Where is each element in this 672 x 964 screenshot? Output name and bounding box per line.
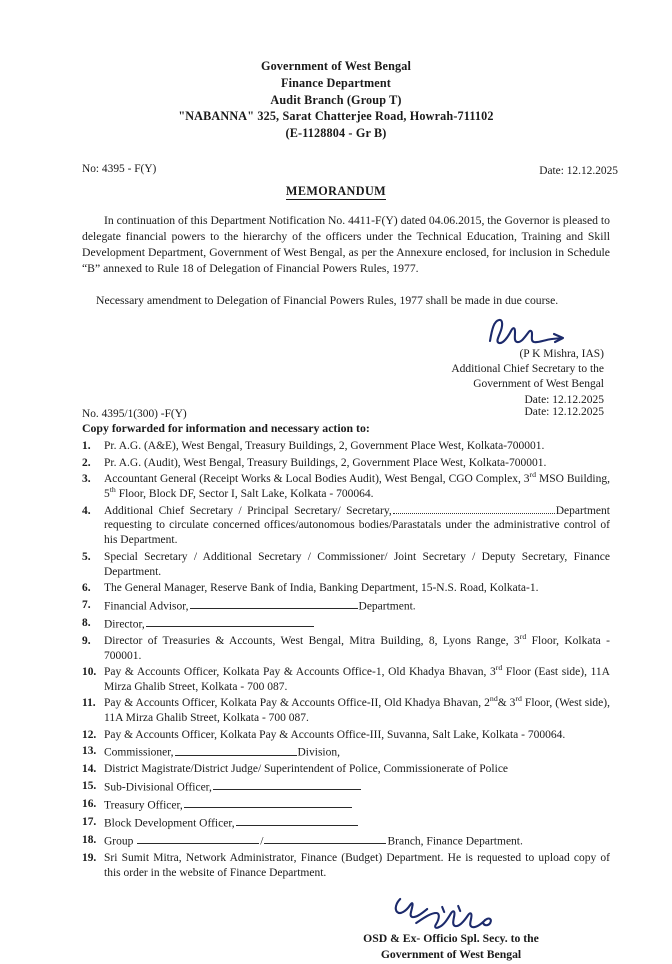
recipient-item-3: Accountant General (Receipt Works & Local Bodies Audit), West Bengal, CGO Complex, 3rd MSO Building, 5th Floor, Block DF, Sector I, Salt Lake, Kolkata - 700064. bbox=[104, 470, 610, 501]
signature-mark-bottom bbox=[230, 897, 672, 931]
fill-in-blank[interactable] bbox=[146, 616, 314, 628]
copy-reference-number: No. 4395/1(300) -F(Y) bbox=[82, 408, 187, 421]
letterhead-line-1: Government of West Bengal bbox=[260, 59, 412, 73]
letterhead bbox=[0, 58, 672, 142]
copy-forwarded-heading: Copy forwarded for information and necessary action to: bbox=[82, 421, 370, 436]
memorandum-title bbox=[0, 184, 672, 199]
recipient-item-16: Treasury Officer, bbox=[82, 797, 610, 814]
recipient-item-13: Commissioner, Division, bbox=[82, 744, 610, 761]
recipient-item-19: Sri Sumit Mitra, Network Administrator, Finance (Budget) Department. He is requested to upload copy of this order in the website of Finance Department. bbox=[104, 851, 610, 879]
recipient-item-8: Director, bbox=[82, 616, 610, 633]
letterhead-line-4: "NABANNA" 325, Sarat Chatterjee Road, Howrah-711102 bbox=[178, 109, 494, 124]
fill-in-blank[interactable] bbox=[236, 815, 358, 827]
body-content bbox=[82, 213, 610, 309]
recipient-item-18: Group / Branch, Finance Department. bbox=[82, 833, 610, 850]
paragraph-main: In continuation of this Department Notification No. 4411-F(Y) dated 04.06.2015, the Governor is pleased to delegate financial powers to the hierarchy of the officers under the Technical Education, Training and Skill Development Department, Government of West Bengal, as per the Annexure enclosed, for inclusion in Schedule “B” annexed to Rule 18 of Delegation of Financial Powers Rules, 1977. bbox=[82, 214, 610, 275]
copy-reference-date: Date: 12.12.2025 bbox=[524, 406, 604, 419]
signatory-designation-top-1: Additional Chief Secretary to the bbox=[451, 363, 604, 376]
letterhead-line-2: Finance Department bbox=[281, 75, 391, 90]
signature-block-bottom bbox=[0, 897, 672, 964]
recipient-item-17: Block Development Officer, bbox=[82, 815, 610, 832]
recipient-item-7: Financial Advisor, Department. bbox=[82, 598, 610, 615]
signatory-name-top: (P K Mishra, IAS) bbox=[519, 347, 604, 360]
fill-in-blank[interactable] bbox=[137, 833, 259, 845]
recipient-list bbox=[82, 439, 610, 880]
recipient-item-6: The General Manager, Reserve Bank of India, Banking Department, 15-N.S. Road, Kolkata-1. bbox=[104, 582, 539, 595]
fill-in-blank[interactable] bbox=[213, 779, 361, 791]
fill-in-blank[interactable] bbox=[190, 598, 358, 610]
letterhead-line-3: Audit Branch (Group T) bbox=[270, 92, 402, 107]
recipient-item-5: Special Secretary / Additional Secretary / Commissioner/ Joint Secretary / Deputy Secretary, Finance Department. bbox=[104, 550, 610, 578]
signature-block-top bbox=[0, 317, 672, 409]
signatory-designation-bottom-2: Government of West Bengal bbox=[380, 948, 522, 962]
reference-number: No: 4395 - F(Y) bbox=[82, 163, 157, 176]
fill-in-blank[interactable] bbox=[264, 833, 386, 845]
paragraph-amendment: Necessary amendment to Delegation of Financial Powers Rules, 1977 shall be made in due course. bbox=[96, 293, 559, 307]
recipient-item-10: Pay & Accounts Officer, Kolkata Pay & Accounts Office-1, Old Khadya Bhavan, 3rd Floor (East side), 11A Mirza Ghalib Street, Kolkata - 700 087. bbox=[104, 663, 610, 694]
recipient-item-12: Pay & Accounts Officer, Kolkata Pay & Accounts Office-III, Suvanna, Salt Lake, Kolkata - 700064. bbox=[104, 728, 566, 741]
signature-mark-top bbox=[0, 317, 604, 347]
memorandum-title-text: MEMORANDUM bbox=[285, 184, 387, 199]
letterhead-line-5: (E-1128804 - Gr B) bbox=[285, 126, 387, 141]
recipient-item-14: District Magistrate/District Judge/ Superintendent of Police, Commissionerate of Police bbox=[104, 763, 509, 776]
reference-date: Date: 12.12.2025 bbox=[539, 165, 618, 178]
recipient-item-15: Sub-Divisional Officer, bbox=[82, 779, 610, 796]
signatory-designation-top-2: Government of West Bengal bbox=[473, 378, 604, 391]
signatory-designation-bottom-1: OSD & Ex- Officio Spl. Secy. to the bbox=[363, 931, 539, 945]
recipient-item-2: Pr. A.G. (Audit), West Bengal, Treasury Buildings, 2, Government Place West, Kolkata-700001. bbox=[104, 456, 547, 469]
recipient-item-11: Pay & Accounts Officer, Kolkata Pay & Accounts Office-II, Old Khadya Bhavan, 2nd& 3rd Floor, (West side), 11A Mirza Ghalib Street, Kolkata - 700 087. bbox=[104, 694, 610, 725]
reference-row bbox=[0, 163, 672, 179]
fill-in-blank[interactable] bbox=[175, 744, 297, 756]
recipient-item-9: Director of Treasuries & Accounts, West Bengal, Mitra Building, 8, Lyons Range, 3rd Floor, Kolkata - 700001. bbox=[104, 631, 610, 662]
fill-in-blank[interactable] bbox=[184, 797, 352, 809]
dotted-fill-blank[interactable] bbox=[393, 506, 555, 513]
recipient-item-1: Pr. A.G. (A&E), West Bengal, Treasury Buildings, 2, Government Place West, Kolkata-700001. bbox=[104, 440, 545, 453]
signatory-date-top: Date: 12.12.2025 bbox=[524, 393, 604, 406]
recipient-item-4: Additional Chief Secretary / Principal Secretary/ Secretary, Department requesting to circulate concerned offices/autonomous bodies/Parastatals under the administrative control of his Department. bbox=[104, 504, 610, 547]
